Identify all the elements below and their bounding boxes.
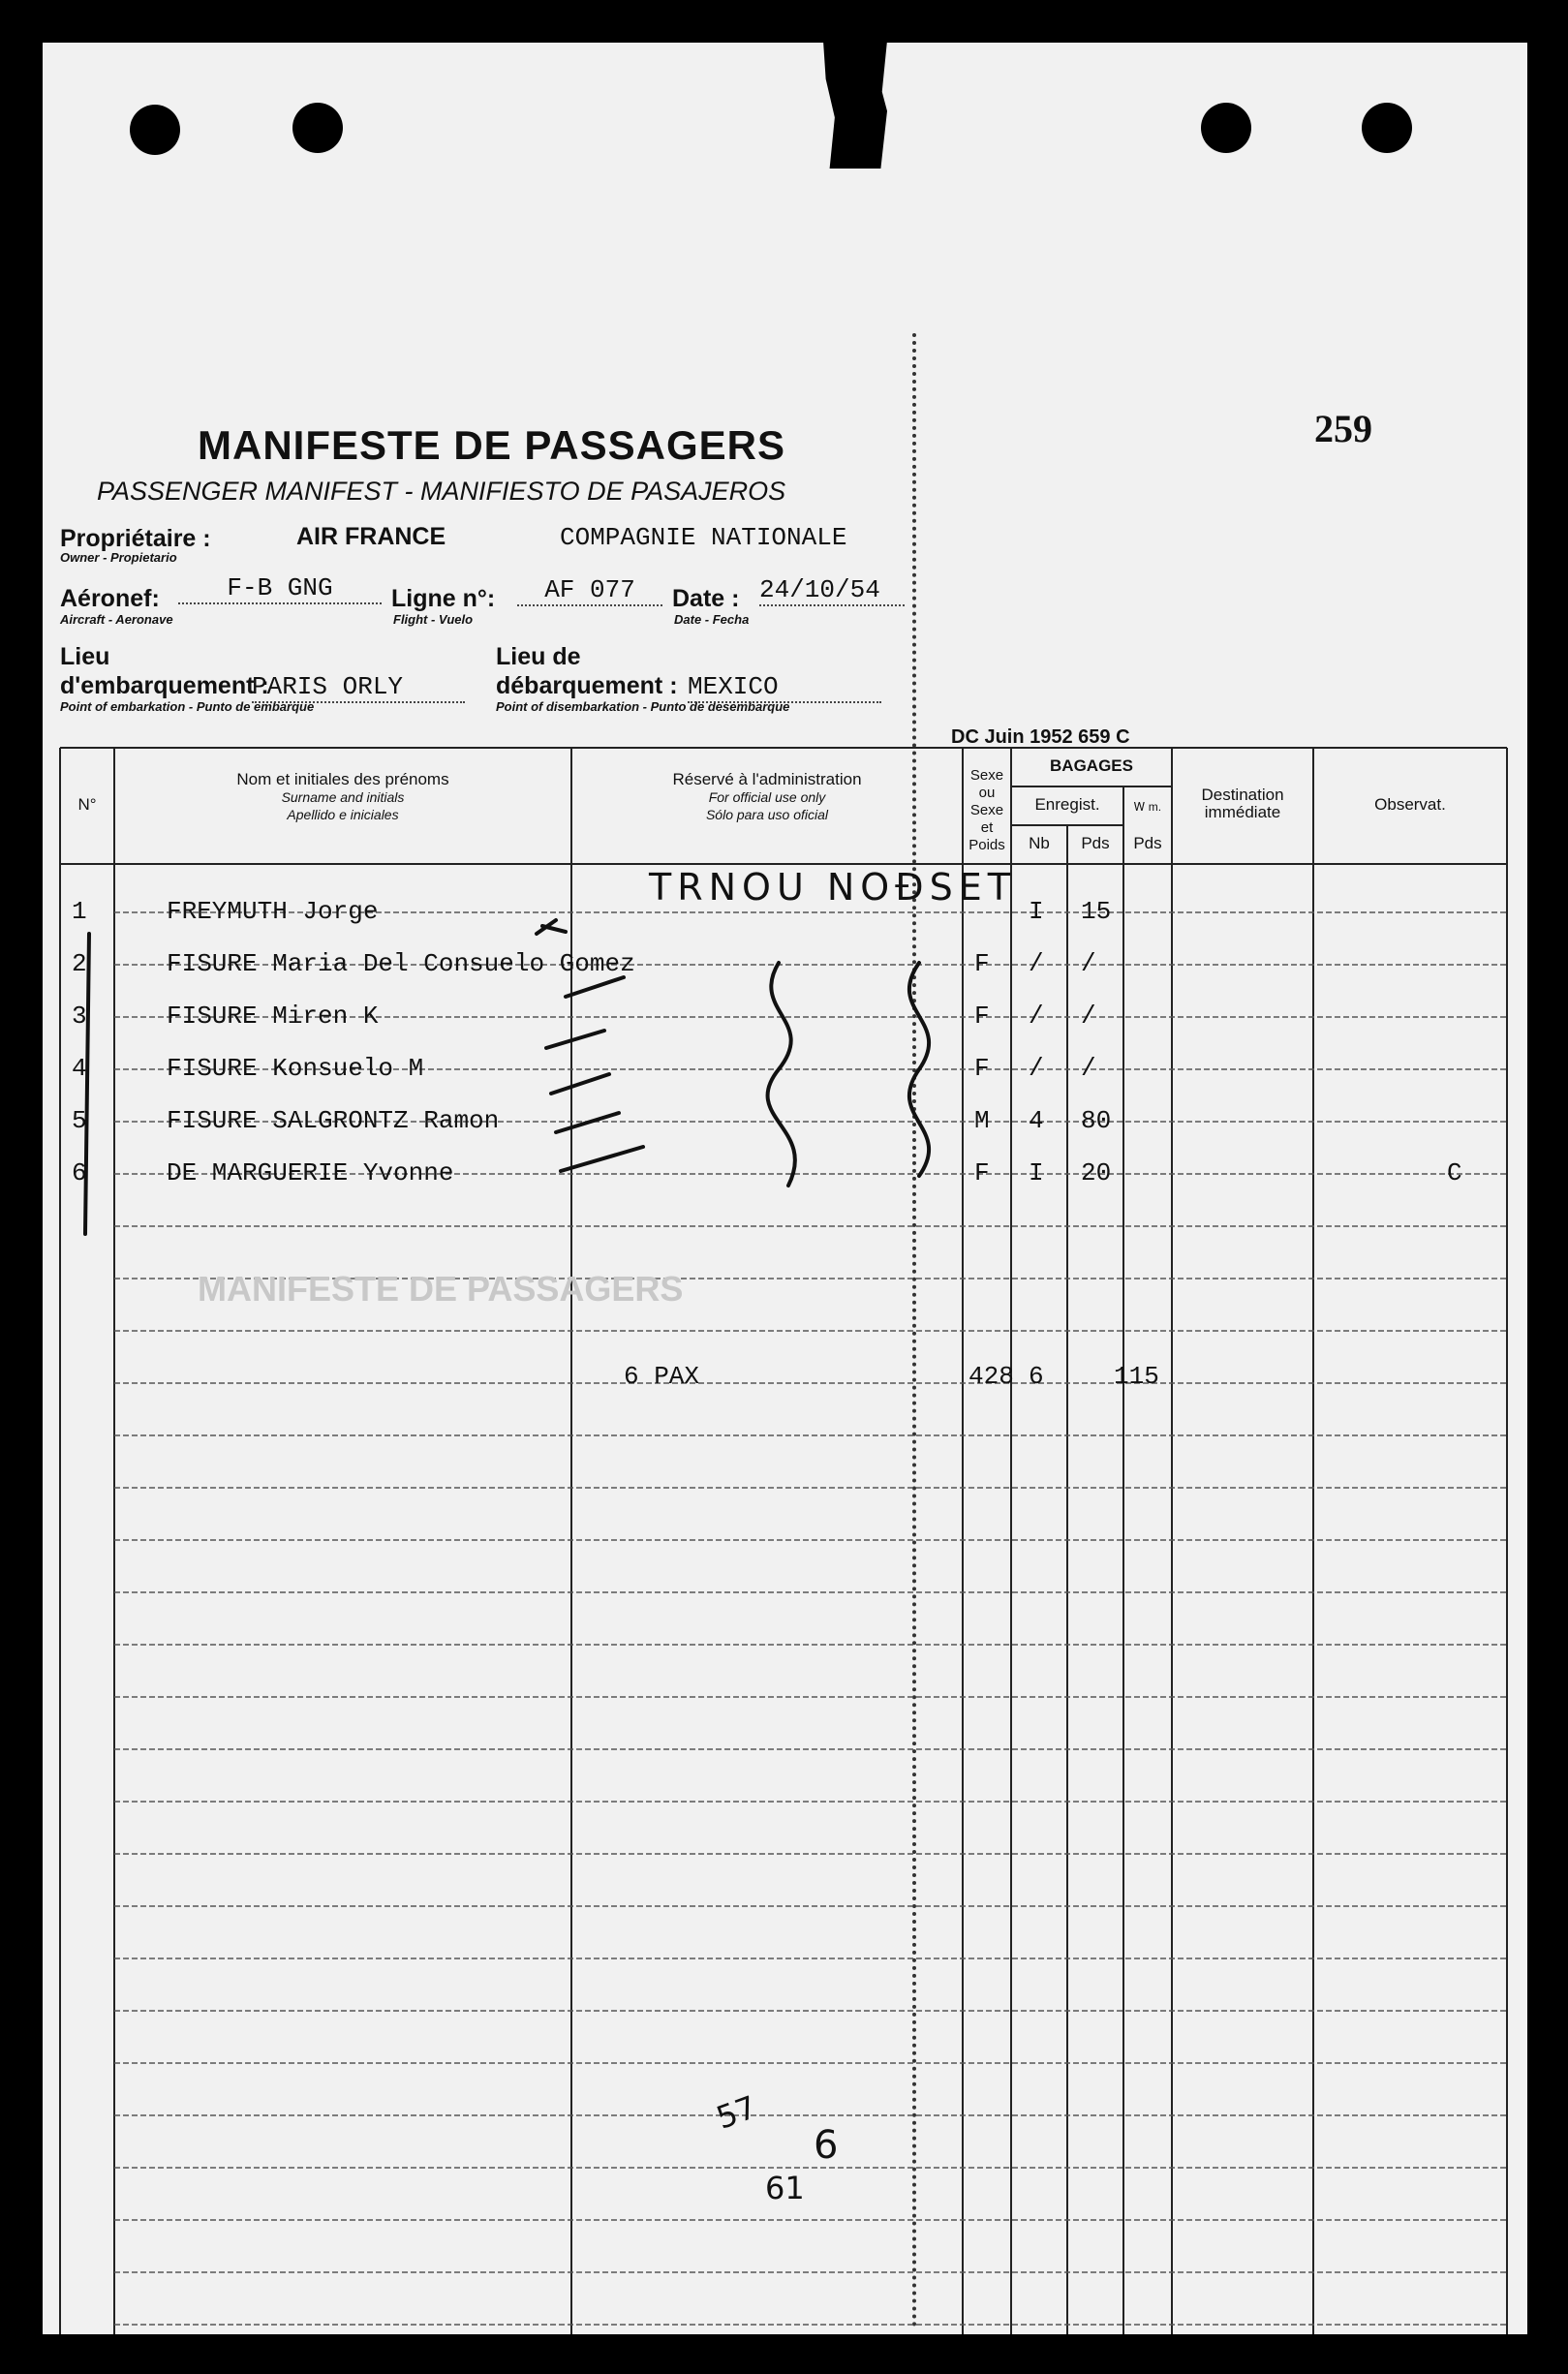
passenger-name: FISURE Konsuelo M bbox=[167, 1054, 424, 1083]
row-number: 1 bbox=[72, 897, 87, 926]
handwritten-number-2: 6 bbox=[814, 2123, 839, 2168]
ghost-title: MANIFESTE DE PASSAGERS bbox=[198, 1269, 684, 1309]
passenger-sex: F bbox=[974, 1158, 990, 1187]
handwritten-number-1: 57 bbox=[711, 2088, 761, 2137]
col-header-hand: Ꮃ m. bbox=[1133, 800, 1162, 814]
baggage-weight: 80 bbox=[1081, 1106, 1112, 1135]
observation: C bbox=[1447, 1158, 1462, 1187]
col-header-observations: Observat. bbox=[1374, 795, 1446, 814]
baggage-count: / bbox=[1029, 949, 1044, 978]
aircraft-sublabel: Aircraft - Aeronave bbox=[60, 612, 173, 627]
row-number: 2 bbox=[72, 949, 87, 978]
handwritten-marks bbox=[43, 43, 1527, 2334]
date-sublabel: Date - Fecha bbox=[674, 612, 750, 627]
passenger-sex: F bbox=[974, 1002, 990, 1031]
passenger-name: FREYMUTH Jorge bbox=[167, 897, 379, 926]
col-header-no: N° bbox=[77, 795, 97, 814]
brace-mark-right bbox=[909, 963, 929, 1176]
passenger-sex: M bbox=[974, 1106, 990, 1135]
embark-sublabel: Point of embarkation - Punto de embarque bbox=[60, 699, 315, 714]
margin-bracket-mark bbox=[85, 934, 89, 1234]
col-header-hand-pds: Pds bbox=[1133, 834, 1162, 852]
owner-extra: COMPAGNIE NATIONALE bbox=[560, 523, 847, 552]
baggage-count: I bbox=[1029, 1158, 1044, 1187]
baggage-count: / bbox=[1029, 1054, 1044, 1083]
passenger-name: FISURE Miren K bbox=[167, 1002, 379, 1031]
aircraft-value: F-B GNG bbox=[178, 573, 382, 604]
baggage-weight: 20 bbox=[1081, 1158, 1112, 1187]
baggage-weight: / bbox=[1081, 1054, 1096, 1083]
owner-value: AIR FRANCE bbox=[296, 523, 446, 550]
col-header-sex: Sexe ou Sexe et Poids bbox=[968, 767, 1005, 853]
brace-mark-left bbox=[768, 963, 795, 1186]
col-header-admin: Réservé à l'administration For official use only Sólo para uso oficial bbox=[672, 770, 862, 822]
row-number: 3 bbox=[72, 1002, 87, 1031]
manifest-subtitle: PASSENGER MANIFEST - MANIFIESTO DE PASAJEROS bbox=[97, 477, 786, 506]
date-label: Date : bbox=[672, 585, 740, 612]
flight-label: Ligne n°: bbox=[391, 585, 496, 612]
embark-label-1: Lieu bbox=[60, 643, 110, 670]
baggage-weight: / bbox=[1081, 949, 1096, 978]
total-pds: 115 bbox=[1114, 1362, 1159, 1391]
disembark-sublabel: Point of disembarkation - Punto de desembarque bbox=[496, 699, 790, 714]
page-number: 259 bbox=[1314, 407, 1372, 450]
passenger-name: FISURE Maria Del Consuelo Gomez bbox=[167, 949, 635, 978]
baggage-count: / bbox=[1029, 1002, 1044, 1031]
manifest-title: MANIFESTE DE PASSAGERS bbox=[198, 422, 785, 468]
passenger-sex: F bbox=[974, 1054, 990, 1083]
col-header-nb: Nb bbox=[1029, 834, 1050, 852]
flight-value: AF 077 bbox=[517, 575, 662, 606]
row-number: 5 bbox=[72, 1106, 87, 1135]
total-weight: 428 bbox=[968, 1362, 1014, 1391]
baggage-count: 4 bbox=[1029, 1106, 1044, 1135]
total-pax: 6 PAX bbox=[624, 1362, 700, 1391]
embark-value: PARIS ORLY bbox=[252, 672, 465, 703]
col-header-name: Nom et initiales des prénoms Surname and initials Apellido e iniciales bbox=[236, 770, 449, 822]
disembark-value: MEXICO bbox=[688, 672, 881, 703]
manifest-sheet bbox=[43, 43, 1527, 2334]
passenger-sex: F bbox=[974, 949, 990, 978]
flight-sublabel: Flight - Vuelo bbox=[393, 612, 474, 627]
row-number: 4 bbox=[72, 1054, 87, 1083]
baggage-weight: 15 bbox=[1081, 897, 1112, 926]
col-header-pds: Pds bbox=[1081, 834, 1110, 852]
disembark-label-2: débarquement : bbox=[496, 672, 678, 699]
date-value: 24/10/54 bbox=[759, 575, 905, 606]
passenger-name: DE MARGUERIE Yvonne bbox=[167, 1158, 454, 1187]
aircraft-label: Aéronef: bbox=[60, 585, 160, 612]
handwritten-number-3: 61 bbox=[765, 2170, 805, 2206]
col-header-baggage: BAGAGES bbox=[1050, 756, 1133, 775]
total-nb: 6 bbox=[1029, 1362, 1044, 1391]
disembark-label-1: Lieu de bbox=[496, 643, 581, 670]
form-code: DC Juin 1952 659 C bbox=[951, 726, 1130, 748]
owner-label: Propriétaire : bbox=[60, 525, 211, 552]
baggage-weight: / bbox=[1081, 1002, 1096, 1031]
handwritten-note: TRNOU NOÐSET bbox=[649, 866, 1016, 909]
baggage-count: I bbox=[1029, 897, 1044, 926]
owner-sublabel: Owner - Propietario bbox=[60, 550, 177, 565]
row-number: 6 bbox=[72, 1158, 87, 1187]
col-header-registered: Enregist. bbox=[1034, 795, 1100, 814]
embark-label-2: d'embarquement : bbox=[60, 672, 269, 699]
passenger-name: FISURE SALGRONTZ Ramon bbox=[167, 1106, 500, 1135]
col-header-destination: Destination immédiate bbox=[1201, 786, 1284, 821]
